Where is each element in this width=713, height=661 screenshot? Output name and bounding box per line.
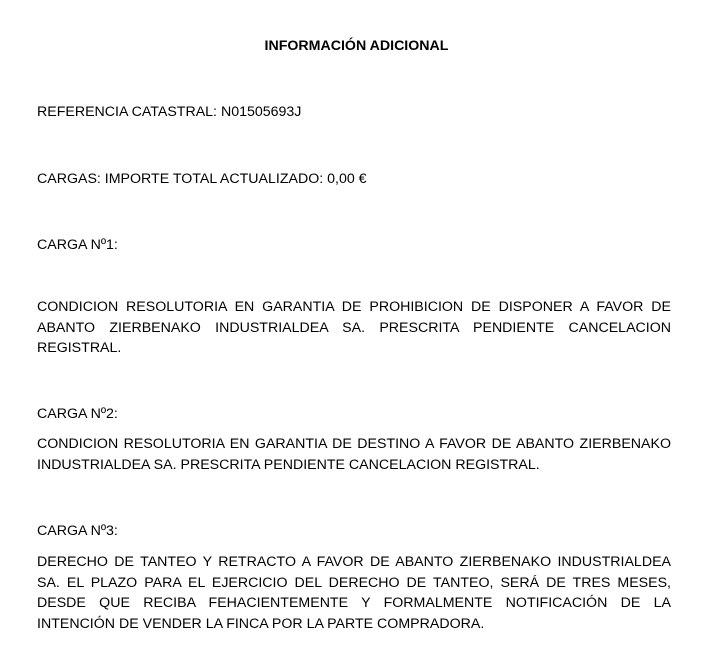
carga-2-label: CARGA Nº2: [37, 406, 118, 422]
carga-2-text: CONDICION RESOLUTORIA EN GARANTIA DE DESTINO A FAVOR DE ABANTO ZIERBENAKO INDUSTRIALDEA SA. PRESCRITA PENDIENTE CANCELACION REGISTRAL. [37, 436, 671, 473]
document-title: INFORMACIÓN ADICIONAL [264, 38, 449, 54]
carga-1-label: CARGA Nº1: [37, 237, 118, 253]
carga-3-label: CARGA Nº3: [37, 523, 118, 539]
cargas-total: CARGAS: IMPORTE TOTAL ACTUALIZADO: 0,00 € [37, 171, 367, 187]
referencia-catastral: REFERENCIA CATASTRAL: N01505693J [37, 104, 302, 120]
carga-1-text: CONDICION RESOLUTORIA EN GARANTIA DE PROHIBICION DE DISPONER A FAVOR DE ABANTO ZIERBENAKO INDUSTRIALDEA SA. PRESCRITA PENDIENTE CANCELACION REGISTRAL. [37, 299, 671, 357]
carga-3-text: DERECHO DE TANTEO Y RETRACTO A FAVOR DE ABANTO ZIERBENAKO INDUSTRIALDEA SA. EL PLAZO PARA EL EJERCICIO DEL DERECHO DE TANTEO, SERÁ DE TRES MESES, DESDE QUE RECIBA FEHACIENTEMENTE Y FORMALMENTE NOTIFICACIÓN DE LA INTENCIÓN DE VENDER LA FINCA POR LA PARTE COMPRADORA. [37, 554, 671, 632]
